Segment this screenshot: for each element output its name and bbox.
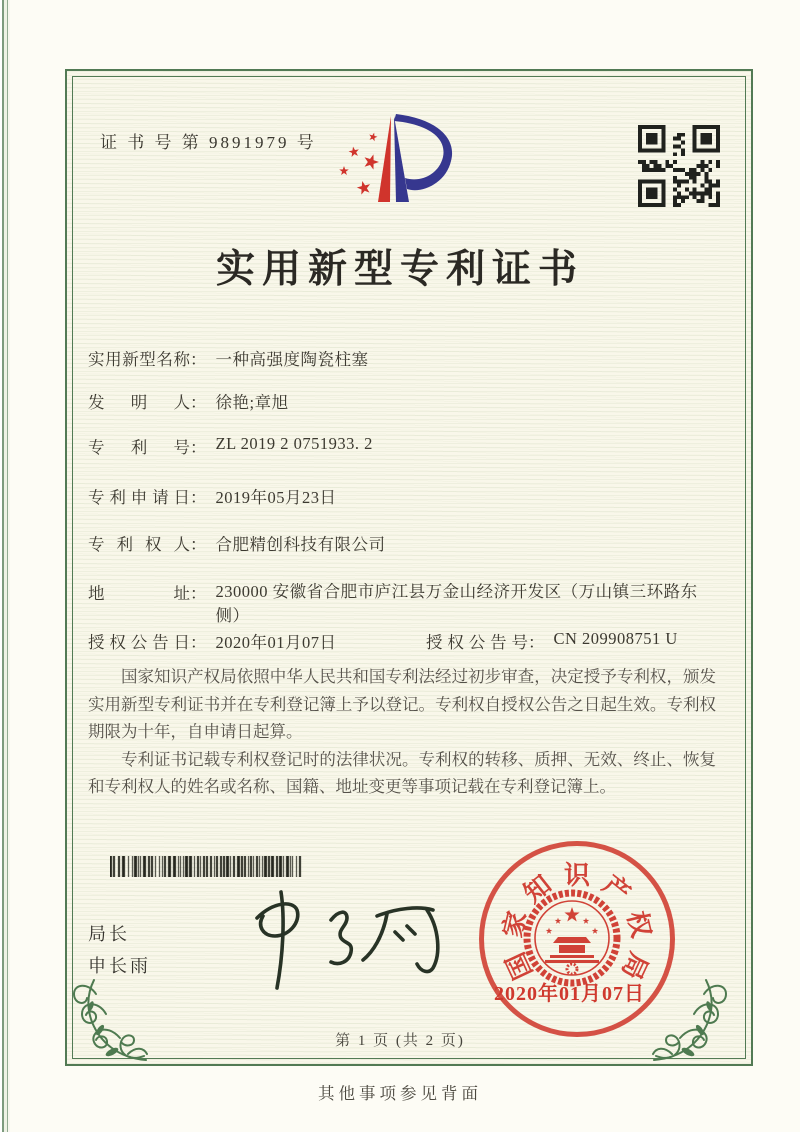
field-label: 授权公告日	[88, 633, 190, 652]
field-label: 专利申请日	[88, 488, 190, 507]
field-colon: ：	[190, 584, 207, 603]
grant-number-value: CN 209908751 U	[553, 629, 678, 648]
field-label: 授权公告号	[426, 633, 528, 652]
field-row-grant	[88, 629, 728, 653]
director-signature	[235, 884, 460, 996]
field-colon: ：	[190, 393, 207, 412]
body-paragraph: 国家知识产权局依照中华人民共和国专利法经过初步审查，决定授予专利权，颁发实用新型专利证书并在专利登记簿上予以登记。专利权自授权公告之日起生效。专利权期限为十年，自申请日起算。	[88, 667, 716, 741]
seal-arc-char: 局	[615, 947, 654, 984]
seal-arc-char: 家	[498, 908, 533, 941]
grant-number-pair	[426, 629, 678, 653]
field-colon: ：	[190, 438, 207, 457]
seal-arc-char: 权	[621, 908, 656, 941]
field-value: 2019年05月23日	[215, 488, 337, 507]
legal-body-text	[88, 663, 716, 801]
field-label: 专利号	[88, 438, 190, 457]
field-label: 地址	[88, 584, 190, 603]
director-title: 局长	[88, 924, 130, 944]
qr-code	[638, 125, 720, 207]
body-paragraph: 专利证书记载专利权登记时的法律状况。专利权的转移、质押、无效、终止、恢复和专利权人的姓名或名称、国籍、地址变更等事项记载在专利登记簿上。	[88, 749, 716, 796]
field-row-filing-date	[88, 484, 337, 508]
seal-arc-char: 识	[563, 861, 590, 890]
page-number: 第 1 页 (共 2 页)	[335, 1033, 465, 1049]
field-row-patent-number	[88, 434, 373, 458]
field-label: 发明人	[88, 393, 190, 412]
seal-arc-char: 产	[597, 869, 636, 909]
field-value: 230000 安徽省合肥市庐江县万金山经济开发区（万山镇三环路东侧）	[215, 582, 698, 625]
field-label: 专利权人	[88, 535, 190, 554]
director-block	[88, 918, 151, 982]
director-name: 申长雨	[88, 956, 151, 976]
barcode	[110, 856, 304, 877]
field-colon: ：	[190, 535, 207, 554]
official-seal	[479, 841, 675, 1037]
floral-corner-icon	[48, 976, 148, 1068]
seal-arc-char: 知	[518, 869, 557, 909]
field-value: 一种高强度陶瓷柱塞	[215, 350, 369, 369]
field-row-address	[88, 580, 712, 628]
field-colon: ：	[190, 488, 207, 507]
certificate-title: 实用新型专利证书	[215, 248, 584, 291]
field-value: ZL 2019 2 0751933. 2	[215, 434, 373, 453]
field-value: 合肥精创科技有限公司	[215, 535, 386, 554]
field-colon: ：	[190, 633, 207, 652]
certificate-number: 证 书 号 第 9891979 号	[100, 133, 317, 152]
grant-date-value: 2020年01月07日	[215, 633, 337, 652]
field-label: 实用新型名称	[88, 350, 190, 369]
scan-edge-stripe	[0, 0, 10, 1132]
seal-arc-char: 国	[500, 947, 539, 984]
field-colon: ：	[528, 633, 545, 652]
field-row-patentee	[88, 531, 386, 555]
field-value: 徐艳;章旭	[215, 393, 289, 412]
back-side-note: 其他事项参见背面	[318, 1084, 482, 1103]
field-row-inventor	[88, 389, 289, 413]
field-row-utility-name	[88, 346, 369, 370]
cnipa-patent-logo-icon	[336, 106, 468, 214]
seal-date: 2020年01月07日	[494, 983, 645, 1005]
field-colon: ：	[190, 350, 207, 369]
